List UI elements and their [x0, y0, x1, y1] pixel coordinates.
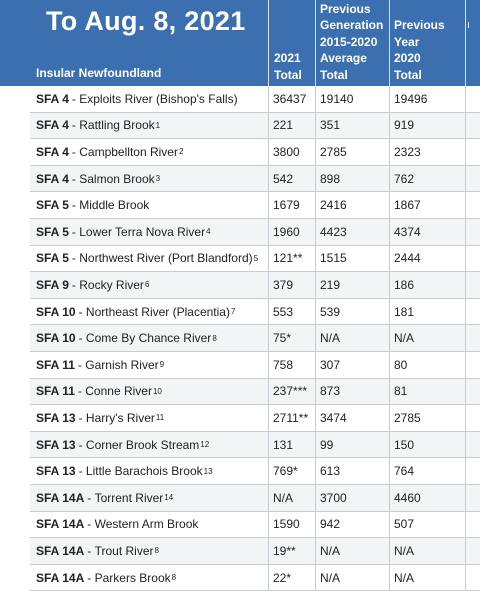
sfa-label: SFA 4	[36, 144, 69, 159]
cutoff-cell	[465, 352, 480, 378]
cutoff-cell	[465, 379, 480, 405]
river-name: Trout River	[94, 543, 154, 558]
total-2021-cell: 36437	[268, 86, 315, 112]
river-name-cell	[30, 485, 268, 511]
footnote-marker: 3	[155, 174, 161, 184]
river-name: Western Arm Brook	[94, 517, 199, 532]
table-row	[30, 113, 480, 140]
river-dash: -	[71, 171, 80, 186]
river-name: Rocky River	[79, 277, 144, 292]
prev-year-cell: 507	[389, 512, 465, 538]
table-row	[30, 246, 480, 273]
river-name: Come By Chance River	[85, 331, 212, 346]
sfa-label: SFA 14A	[36, 490, 85, 505]
river-dash: -	[87, 570, 95, 585]
prev-year-cell: 4460	[389, 485, 465, 511]
river-name-cell	[30, 325, 268, 351]
footnote-marker: 8	[212, 333, 217, 343]
river-name: Torrent River	[94, 490, 164, 505]
prev-gen-avg-cell: 942	[315, 512, 389, 538]
footnote-marker: 11	[155, 413, 165, 423]
total-2021-cell: 131	[268, 432, 315, 458]
footnote-marker: 9	[159, 360, 165, 370]
total-2021-cell: 2711**	[268, 405, 315, 431]
river-dash: -	[87, 490, 95, 505]
river-name-cell	[30, 192, 268, 218]
footnote-marker: 10	[152, 386, 162, 396]
prev-gen-avg-cell: 19140	[315, 86, 389, 112]
sfa-label: SFA 5	[36, 224, 69, 239]
cutoff-cell	[465, 139, 480, 165]
footnote-marker: 7	[230, 307, 236, 317]
sfa-label: SFA 13	[36, 437, 76, 452]
prev-year-cell: 1867	[389, 192, 465, 218]
table-row	[30, 538, 480, 565]
col-header-prev-year: Previous Year 2020 Total	[389, 0, 465, 86]
total-2021-cell: 3800	[268, 139, 315, 165]
total-2021-cell: N/A	[268, 485, 315, 511]
prev-year-cell: 181	[389, 299, 465, 325]
sfa-label: SFA 11	[36, 357, 75, 372]
sfa-label: SFA 5	[36, 251, 69, 266]
footnote-marker: 2	[178, 147, 184, 157]
region-label: Insular Newfoundland	[36, 66, 162, 80]
total-2021-cell: 19**	[268, 538, 315, 564]
table-row	[30, 219, 480, 246]
prev-gen-avg-cell: 613	[315, 458, 389, 484]
river-dash: -	[71, 277, 80, 292]
total-2021-cell: 75*	[268, 325, 315, 351]
col-header-2021-total: 2021 Total	[268, 0, 315, 86]
river-name-cell	[30, 352, 268, 378]
river-name-cell	[30, 86, 268, 112]
prev-gen-avg-cell: N/A	[315, 325, 389, 351]
river-name-cell	[30, 113, 268, 139]
river-dash: -	[78, 437, 86, 452]
cutoff-cell	[465, 432, 480, 458]
prev-gen-avg-cell: N/A	[315, 565, 389, 591]
river-dash: -	[78, 304, 86, 319]
prev-gen-avg-cell: 539	[315, 299, 389, 325]
river-name: Parkers Brook	[94, 570, 171, 585]
total-2021-cell: 1590	[268, 512, 315, 538]
cutoff-cell	[465, 458, 480, 484]
sfa-label: SFA 14A	[36, 517, 85, 532]
sort-tick-icon	[468, 22, 469, 28]
river-name-cell	[30, 272, 268, 298]
footnote-marker: 14	[164, 493, 174, 503]
river-name-cell	[30, 565, 268, 591]
cutoff-cell	[465, 192, 480, 218]
table-row	[30, 299, 480, 326]
river-dash: -	[71, 198, 80, 213]
sfa-label: SFA 4	[36, 91, 69, 106]
total-2021-cell: 237***	[268, 379, 315, 405]
prev-gen-avg-cell: N/A	[315, 538, 389, 564]
prev-gen-avg-cell: 99	[315, 432, 389, 458]
river-name-cell	[30, 379, 268, 405]
total-2021-cell: 1679	[268, 192, 315, 218]
prev-year-cell: 19496	[389, 86, 465, 112]
table-row	[30, 325, 480, 352]
river-name: Exploits River (Bishop's Falls)	[79, 91, 238, 106]
sfa-label: SFA 4	[36, 171, 69, 186]
cutoff-cell	[465, 485, 480, 511]
table-row	[30, 458, 480, 485]
cutoff-cell	[465, 272, 480, 298]
cutoff-cell	[465, 246, 480, 272]
table-row	[30, 512, 480, 539]
river-dash: -	[71, 91, 80, 106]
table-row	[30, 485, 480, 512]
river-name-cell	[30, 246, 268, 272]
footnote-marker: 13	[203, 466, 213, 476]
river-dash: -	[71, 251, 80, 266]
prev-gen-avg-cell: 898	[315, 166, 389, 192]
prev-gen-avg-cell: 3474	[315, 405, 389, 431]
cutoff-cell	[465, 538, 480, 564]
river-name-cell	[30, 458, 268, 484]
river-dash: -	[71, 224, 80, 239]
table-row	[30, 139, 480, 166]
table-row	[30, 86, 480, 113]
river-name: Lower Terra Nova River	[79, 224, 206, 239]
cutoff-cell	[465, 512, 480, 538]
prev-year-cell: N/A	[389, 565, 465, 591]
cutoff-cell	[465, 405, 480, 431]
river-dash: -	[87, 543, 95, 558]
total-2021-cell: 542	[268, 166, 315, 192]
table-row	[30, 272, 480, 299]
prev-year-cell: 186	[389, 272, 465, 298]
table-row	[30, 432, 480, 459]
total-2021-cell: 379	[268, 272, 315, 298]
sfa-label: SFA 9	[36, 277, 69, 292]
col-header-cutoff	[465, 0, 480, 86]
footnote-marker: 12	[200, 440, 210, 450]
cutoff-cell	[465, 113, 480, 139]
river-name: Conne River	[85, 384, 152, 399]
river-name-cell	[30, 538, 268, 564]
prev-year-cell: N/A	[389, 325, 465, 351]
footnote-marker: 5	[253, 253, 259, 263]
table-row	[30, 379, 480, 406]
total-2021-cell: 769*	[268, 458, 315, 484]
table-row	[30, 166, 480, 193]
prev-gen-avg-cell: 1515	[315, 246, 389, 272]
river-name-cell	[30, 219, 268, 245]
sfa-label: SFA 13	[36, 410, 76, 425]
river-name: Northeast River (Placentia)	[85, 304, 230, 319]
sfa-label: SFA 4	[36, 118, 69, 133]
river-name-cell	[30, 405, 268, 431]
cutoff-cell	[465, 565, 480, 591]
river-dash: -	[78, 331, 86, 346]
footnote-marker: 1	[155, 120, 161, 130]
sfa-label: SFA 14A	[36, 543, 85, 558]
total-2021-cell: 221	[268, 113, 315, 139]
river-dash: -	[87, 517, 95, 532]
river-name-cell	[30, 299, 268, 325]
footnote-marker: 4	[206, 227, 211, 237]
river-name-cell	[30, 512, 268, 538]
prev-year-cell: 80	[389, 352, 465, 378]
table-row	[30, 192, 480, 219]
prev-year-cell: 150	[389, 432, 465, 458]
sfa-label: SFA 14A	[36, 570, 85, 585]
prev-gen-avg-cell: 351	[315, 113, 389, 139]
river-name: Rattling Brook	[79, 118, 155, 133]
sfa-label: SFA 11	[36, 384, 75, 399]
prev-gen-avg-cell: 219	[315, 272, 389, 298]
prev-year-cell: 762	[389, 166, 465, 192]
river-dash: -	[71, 144, 80, 159]
prev-gen-avg-cell: 2785	[315, 139, 389, 165]
table-row	[30, 352, 480, 379]
prev-gen-avg-cell: 307	[315, 352, 389, 378]
total-2021-cell: 121**	[268, 246, 315, 272]
river-name-cell	[30, 166, 268, 192]
sfa-label: SFA 5	[36, 198, 69, 213]
total-2021-cell: 1960	[268, 219, 315, 245]
cutoff-cell	[465, 299, 480, 325]
total-2021-cell: 22*	[268, 565, 315, 591]
sfa-label: SFA 10	[36, 304, 76, 319]
river-name: Northwest River (Port Blandford)	[79, 251, 253, 266]
river-name: Middle Brook	[79, 198, 150, 213]
footnote-marker: 8	[154, 546, 159, 556]
sfa-label: SFA 13	[36, 464, 76, 479]
prev-year-cell: 81	[389, 379, 465, 405]
river-name-cell	[30, 139, 268, 165]
total-2021-cell: 758	[268, 352, 315, 378]
footnote-marker: 8	[171, 573, 177, 583]
prev-gen-avg-cell: 873	[315, 379, 389, 405]
prev-gen-avg-cell: 3700	[315, 485, 389, 511]
prev-year-cell: 919	[389, 113, 465, 139]
river-name: Salmon Brook	[79, 171, 155, 186]
cutoff-cell	[465, 325, 480, 351]
cutoff-cell	[465, 219, 480, 245]
river-name: Campbellton River	[79, 144, 178, 159]
prev-gen-avg-cell: 4423	[315, 219, 389, 245]
prev-year-cell: 764	[389, 458, 465, 484]
river-dash: -	[71, 118, 80, 133]
footnote-marker: 6	[144, 280, 150, 290]
col-header-prev-gen-avg: Previous Generation 2015-2020 Average Total	[315, 0, 389, 86]
river-name: Harry's River	[85, 410, 155, 425]
table-title: To Aug. 8, 2021	[46, 6, 246, 36]
river-name: Little Barachois Brook	[85, 464, 203, 479]
cutoff-cell	[465, 166, 480, 192]
table-header	[0, 0, 480, 86]
sfa-label: SFA 10	[36, 331, 76, 346]
table-row	[30, 405, 480, 432]
river-name: Corner Brook Stream	[85, 437, 200, 452]
prev-year-cell: 2444	[389, 246, 465, 272]
prev-year-cell: 2785	[389, 405, 465, 431]
table-row	[30, 565, 480, 591]
prev-year-cell: N/A	[389, 538, 465, 564]
river-dash: -	[77, 384, 86, 399]
prev-gen-avg-cell: 2416	[315, 192, 389, 218]
river-dash: -	[77, 357, 86, 372]
prev-year-cell: 2323	[389, 139, 465, 165]
total-2021-cell: 553	[268, 299, 315, 325]
river-dash: -	[78, 464, 86, 479]
prev-year-cell: 4374	[389, 219, 465, 245]
river-name-cell	[30, 432, 268, 458]
cutoff-cell	[465, 86, 480, 112]
river-dash: -	[78, 410, 86, 425]
river-name: Garnish River	[85, 357, 159, 372]
